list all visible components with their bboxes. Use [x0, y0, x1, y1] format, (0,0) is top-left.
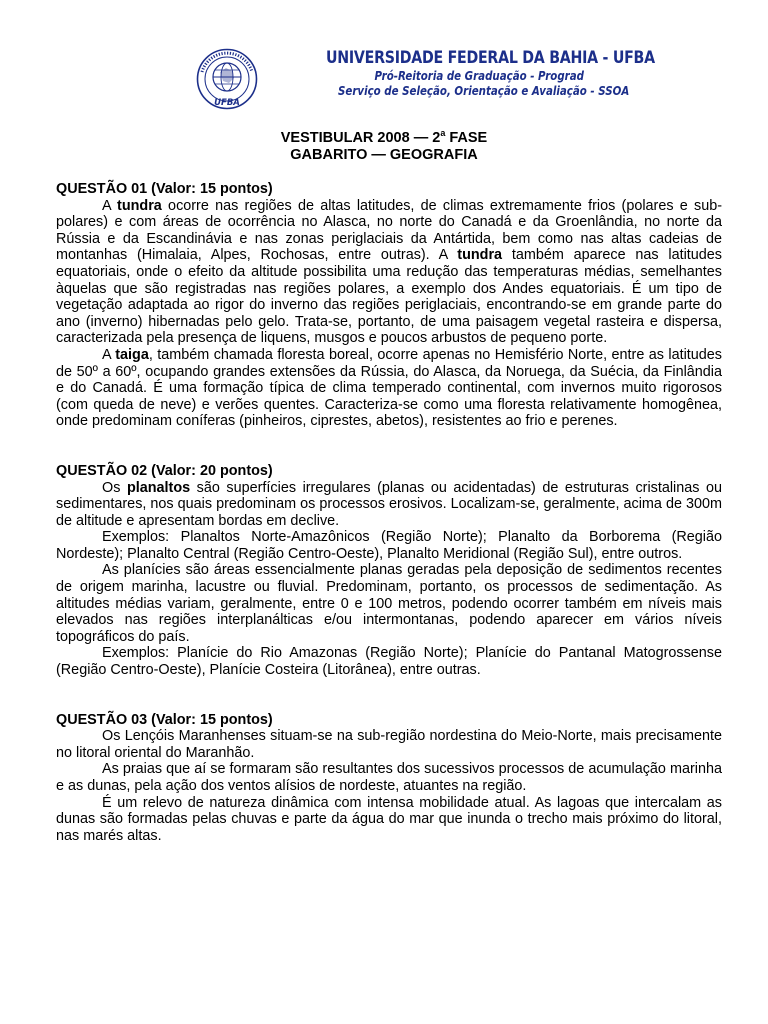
answer-key-title: GABARITO — GEOGRAFIA [290, 147, 478, 163]
question-03 [56, 712, 722, 845]
exam-title: VESTIBULAR 2008 — 2$^a$ FASE [280, 128, 488, 146]
ssoa-line: Serviço de Seleção, Orientação e Avaliação - SSOA [338, 83, 630, 98]
question-03-paragraph-praias: As praias que aí se formaram são resultantes dos sucessivos processos de acumulação marinha e as dunas, pela ação dos ventos alísios de nordeste, atuantes na região. [56, 761, 722, 794]
question-01 [56, 181, 722, 430]
question-01-heading: QUESTÃO 01 (Valor: 15 pontos) [56, 181, 273, 197]
prograd-line: Pró-Reitoria de Graduação - Prograd [374, 68, 584, 83]
ufba-seal-logo [196, 48, 258, 110]
letterhead-text [284, 48, 655, 98]
question-02 [56, 463, 722, 679]
question-01-paragraph-tundra: A tundra ocorre nas regiões de altas latitudes, de climas extremamente frios (polares e sub-polares) e com áreas de ocorrência no Alasca, no norte do Canadá e da Groenlândia, no norte da Rússia e da Escandinávia e nas zonas periglaciais da Antártida, bem como nas altas cadeias de montanhas (Himalaia, Alpes, Rochosas, entre outras). A tundra também aparece nas latitudes equatoriais, onde o efeito da altitude possibilita uma redução das temperaturas médias, semelhantes àquelas que são registradas nas regiões polares, a exemplo dos Andes equatoriais. É um tipo de vegetação adaptada ao rigor do inverno das regiões periglaciais, encontrando-se em grande parte do ano (inverno) hibernadas pelo gelo. Trata-se, portanto, de uma paisagem vegetal rasteira e dispersa, caracterizada pela presença de liquens, musgos e poucos arbustos de pequeno porte. [56, 197, 722, 347]
question-01-paragraph-taiga: A taiga, também chamada floresta boreal, ocorre apenas no Hemisfério Norte, entre as latitudes de 50º a 60º, ocupando grandes extensões da Rússia, do Alasca, da Noruega, da Suécia, da Finlândia e do Canadá. É uma formação típica de clima temperado continental, com invernos muito rigorosos (com queda de neve) e verões quentes. Caracteriza-se como uma floresta relativamente homogênea, onde predominam coníferas (pinheiros, ciprestes, abetos), resistentes ao frio e perenes. [56, 346, 722, 430]
question-03-paragraph-location: Os Lençóis Maranhenses situam-se na sub-região nordestina do Meio-Norte, mais precisamente no litoral oriental do Maranhão. [56, 728, 722, 761]
svg-text:UFBA: UFBA [214, 98, 240, 108]
question-03-heading: QUESTÃO 03 (Valor: 15 pontos) [56, 711, 273, 728]
letterhead [196, 46, 655, 108]
question-02-heading: QUESTÃO 02 (Valor: 20 pontos) [56, 462, 273, 479]
question-02-paragraph-planalto-examples: Exemplos: Planaltos Norte-Amazônicos (Região Norte); Planalto da Borborema (Região Nordeste); Planalto Central (Região Centro-Oeste), Planalto Meridional (Região Sul), entre outros. [56, 529, 722, 562]
question-02-paragraph-planicies: As planícies são áreas essencialmente planas geradas pela deposição de sedimentos recentes de origem marinha, lacustre ou fluvial. Predominam, portanto, os processos de sedimentação. As altitudes médias variam, geralmente, entre 0 e 100 metros, podendo ocorrer também em níveis mais elevados nas regiões interplanálticas e/ou intermontanas, podendo aparecer em vários níveis topográficos do país. [56, 562, 722, 645]
question-02-paragraph-planaltos: Os planaltos são superfícies irregulares (planas ou acidentadas) de estruturas cristalinas ou sedimentares, nos quais predominam os processos erosivos. Localizam-se, geralmente, acima de 300m de altitude e apresentam bordas em declive. [56, 479, 723, 529]
question-03-paragraph-relevo: É um relevo de natureza dinâmica com intensa mobilidade atual. As lagoas que intercalam as dunas são formadas pelas chuvas e parte da água do mar que inunda o trecho mais próximo do litoral, nas marés altas. [56, 794, 722, 844]
university-name: UNIVERSIDADE FEDERAL DA BAHIA - UFBA [326, 48, 655, 67]
document-body [56, 181, 722, 844]
document-title [0, 130, 768, 164]
question-02-paragraph-planicie-examples: Exemplos: Planície do Rio Amazonas (Região Norte); Planície do Pantanal Matogrossense (Região Centro-Oeste), Planície Costeira (Litorânea), entre outras. [56, 645, 722, 679]
